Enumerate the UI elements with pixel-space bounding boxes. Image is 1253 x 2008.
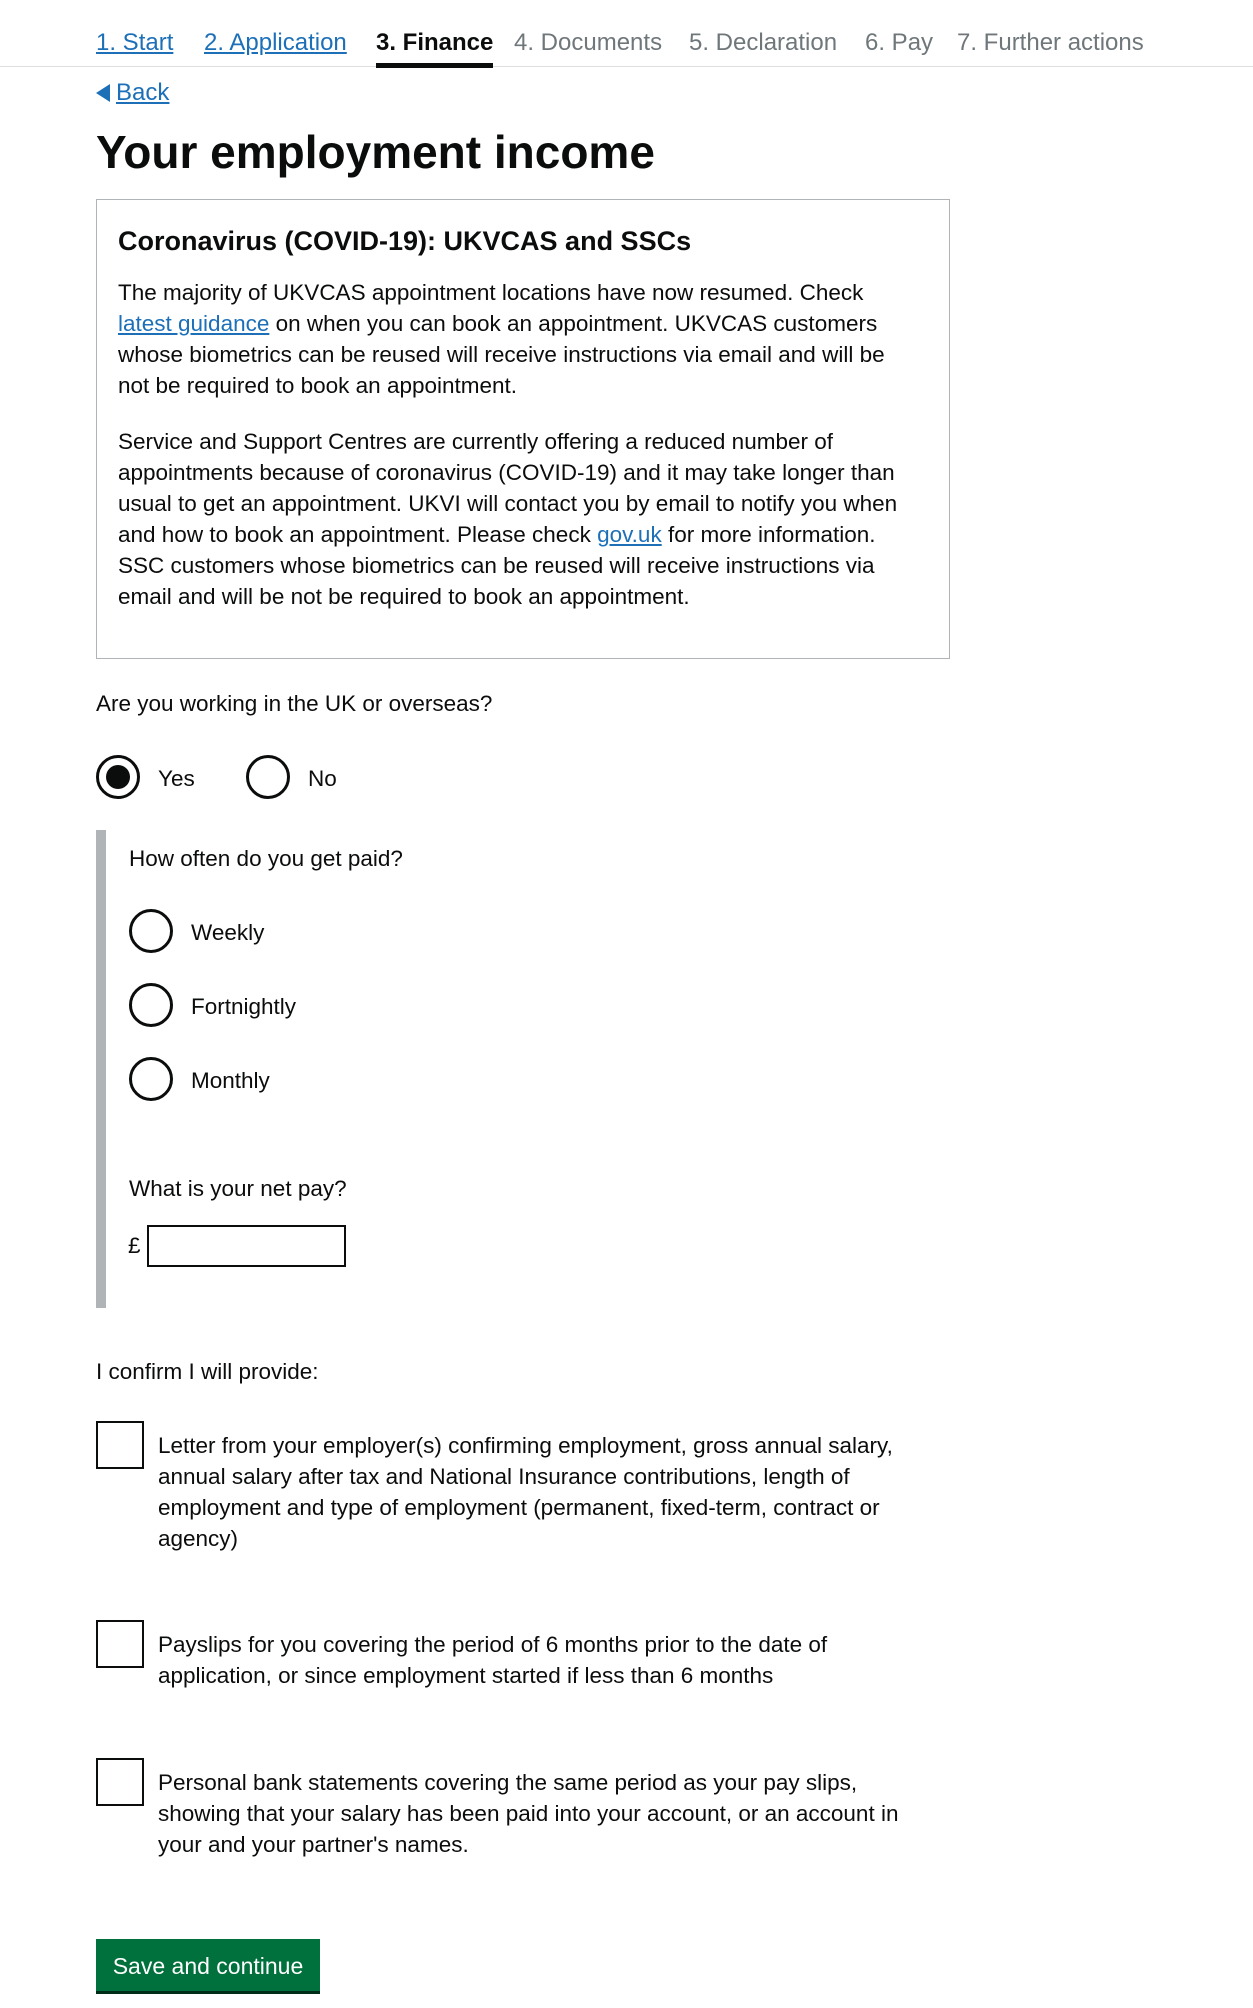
- pay-weekly-radio[interactable]: [129, 909, 173, 953]
- working-question: Are you working in the UK or overseas?: [96, 691, 493, 716]
- pay-weekly-label[interactable]: Weekly: [191, 920, 265, 945]
- pay-fortnightly-radio[interactable]: [129, 983, 173, 1027]
- pay-frequency-question: How often do you get paid?: [129, 846, 403, 871]
- step-start[interactable]: 1. Start: [96, 29, 174, 56]
- pay-monthly-radio[interactable]: [129, 1057, 173, 1101]
- step-pay: 6. Pay: [865, 29, 934, 56]
- progress-steps: [0, 0, 1253, 67]
- notice-paragraph-1: [118, 277, 918, 401]
- notice-p2-text: Service and Support Centres are currently offering a reduced number of appointments because of coronavirus (COVID-19) and it may take longer than usual to get an appointment. UKVI will contact you by email to notify you when and how to book an appointment. Please check: [118, 429, 898, 547]
- back-link-label: Back: [116, 79, 170, 106]
- step-further-actions: 7. Further actions: [957, 29, 1144, 56]
- notice-title: Coronavirus (COVID-19): UKVCAS and SSCs: [118, 226, 692, 256]
- back-link[interactable]: [96, 75, 169, 111]
- notice-p1-text: The majority of UKVCAS appointment locations have now resumed. Check: [118, 280, 864, 305]
- confirm-payslips-checkbox[interactable]: [96, 1620, 144, 1668]
- working-yes-radio[interactable]: [96, 755, 140, 799]
- currency-symbol: £: [128, 1233, 141, 1258]
- confirm-bank-statements-checkbox[interactable]: [96, 1758, 144, 1806]
- step-declaration: 5. Declaration: [689, 29, 838, 56]
- step-documents: 4. Documents: [514, 29, 663, 56]
- covid-notice-panel: [96, 199, 950, 659]
- step-application[interactable]: 2. Application: [204, 29, 347, 56]
- save-and-continue-button[interactable]: Save and continue: [96, 1939, 320, 1991]
- confirm-heading: I confirm I will provide:: [96, 1359, 319, 1384]
- working-no-radio[interactable]: [246, 755, 290, 799]
- working-no-label[interactable]: No: [308, 766, 337, 791]
- notice-paragraph-2: [118, 426, 918, 612]
- step-finance: 3. Finance: [376, 24, 493, 62]
- net-pay-input[interactable]: [147, 1225, 346, 1267]
- latest-guidance-link[interactable]: latest guidance: [118, 311, 270, 336]
- back-arrow-icon: [96, 84, 110, 102]
- confirm-employer-letter-checkbox[interactable]: [96, 1421, 144, 1469]
- working-yes-label[interactable]: Yes: [158, 766, 195, 791]
- notice-p1-text-end: on when you can book an appointment. UKVCAS customers whose biometrics can be reused will receive instructions via email and will be not be required to book an appointment.: [118, 311, 885, 398]
- confirm-payslips-label[interactable]: Payslips for you covering the period of 6 months prior to the date of application, or since employment started if less than 6 months: [158, 1632, 828, 1688]
- confirm-employer-letter-label[interactable]: Letter from your employer(s) confirming employment, gross annual salary, annual salary after tax and National Insurance contributions, length of employment and type of employment (permanent, fixed-term, contract or agency): [158, 1433, 893, 1551]
- gov-uk-link[interactable]: gov.uk: [597, 522, 662, 547]
- net-pay-question: What is your net pay?: [129, 1176, 347, 1201]
- notice-p2-text-end: for more information. SSC customers whose biometrics can be reused will receive instructions via email and will be not be required to book an appointment.: [118, 522, 876, 609]
- conditional-inset-bar: [96, 830, 106, 1308]
- pay-monthly-label[interactable]: Monthly: [191, 1068, 270, 1093]
- page-title: Your employment income: [96, 126, 655, 178]
- confirm-bank-statements-label[interactable]: Personal bank statements covering the same period as your pay slips, showing that your salary has been paid into your account, or an account in your and your partner's names.: [158, 1770, 899, 1857]
- pay-fortnightly-label[interactable]: Fortnightly: [191, 994, 297, 1019]
